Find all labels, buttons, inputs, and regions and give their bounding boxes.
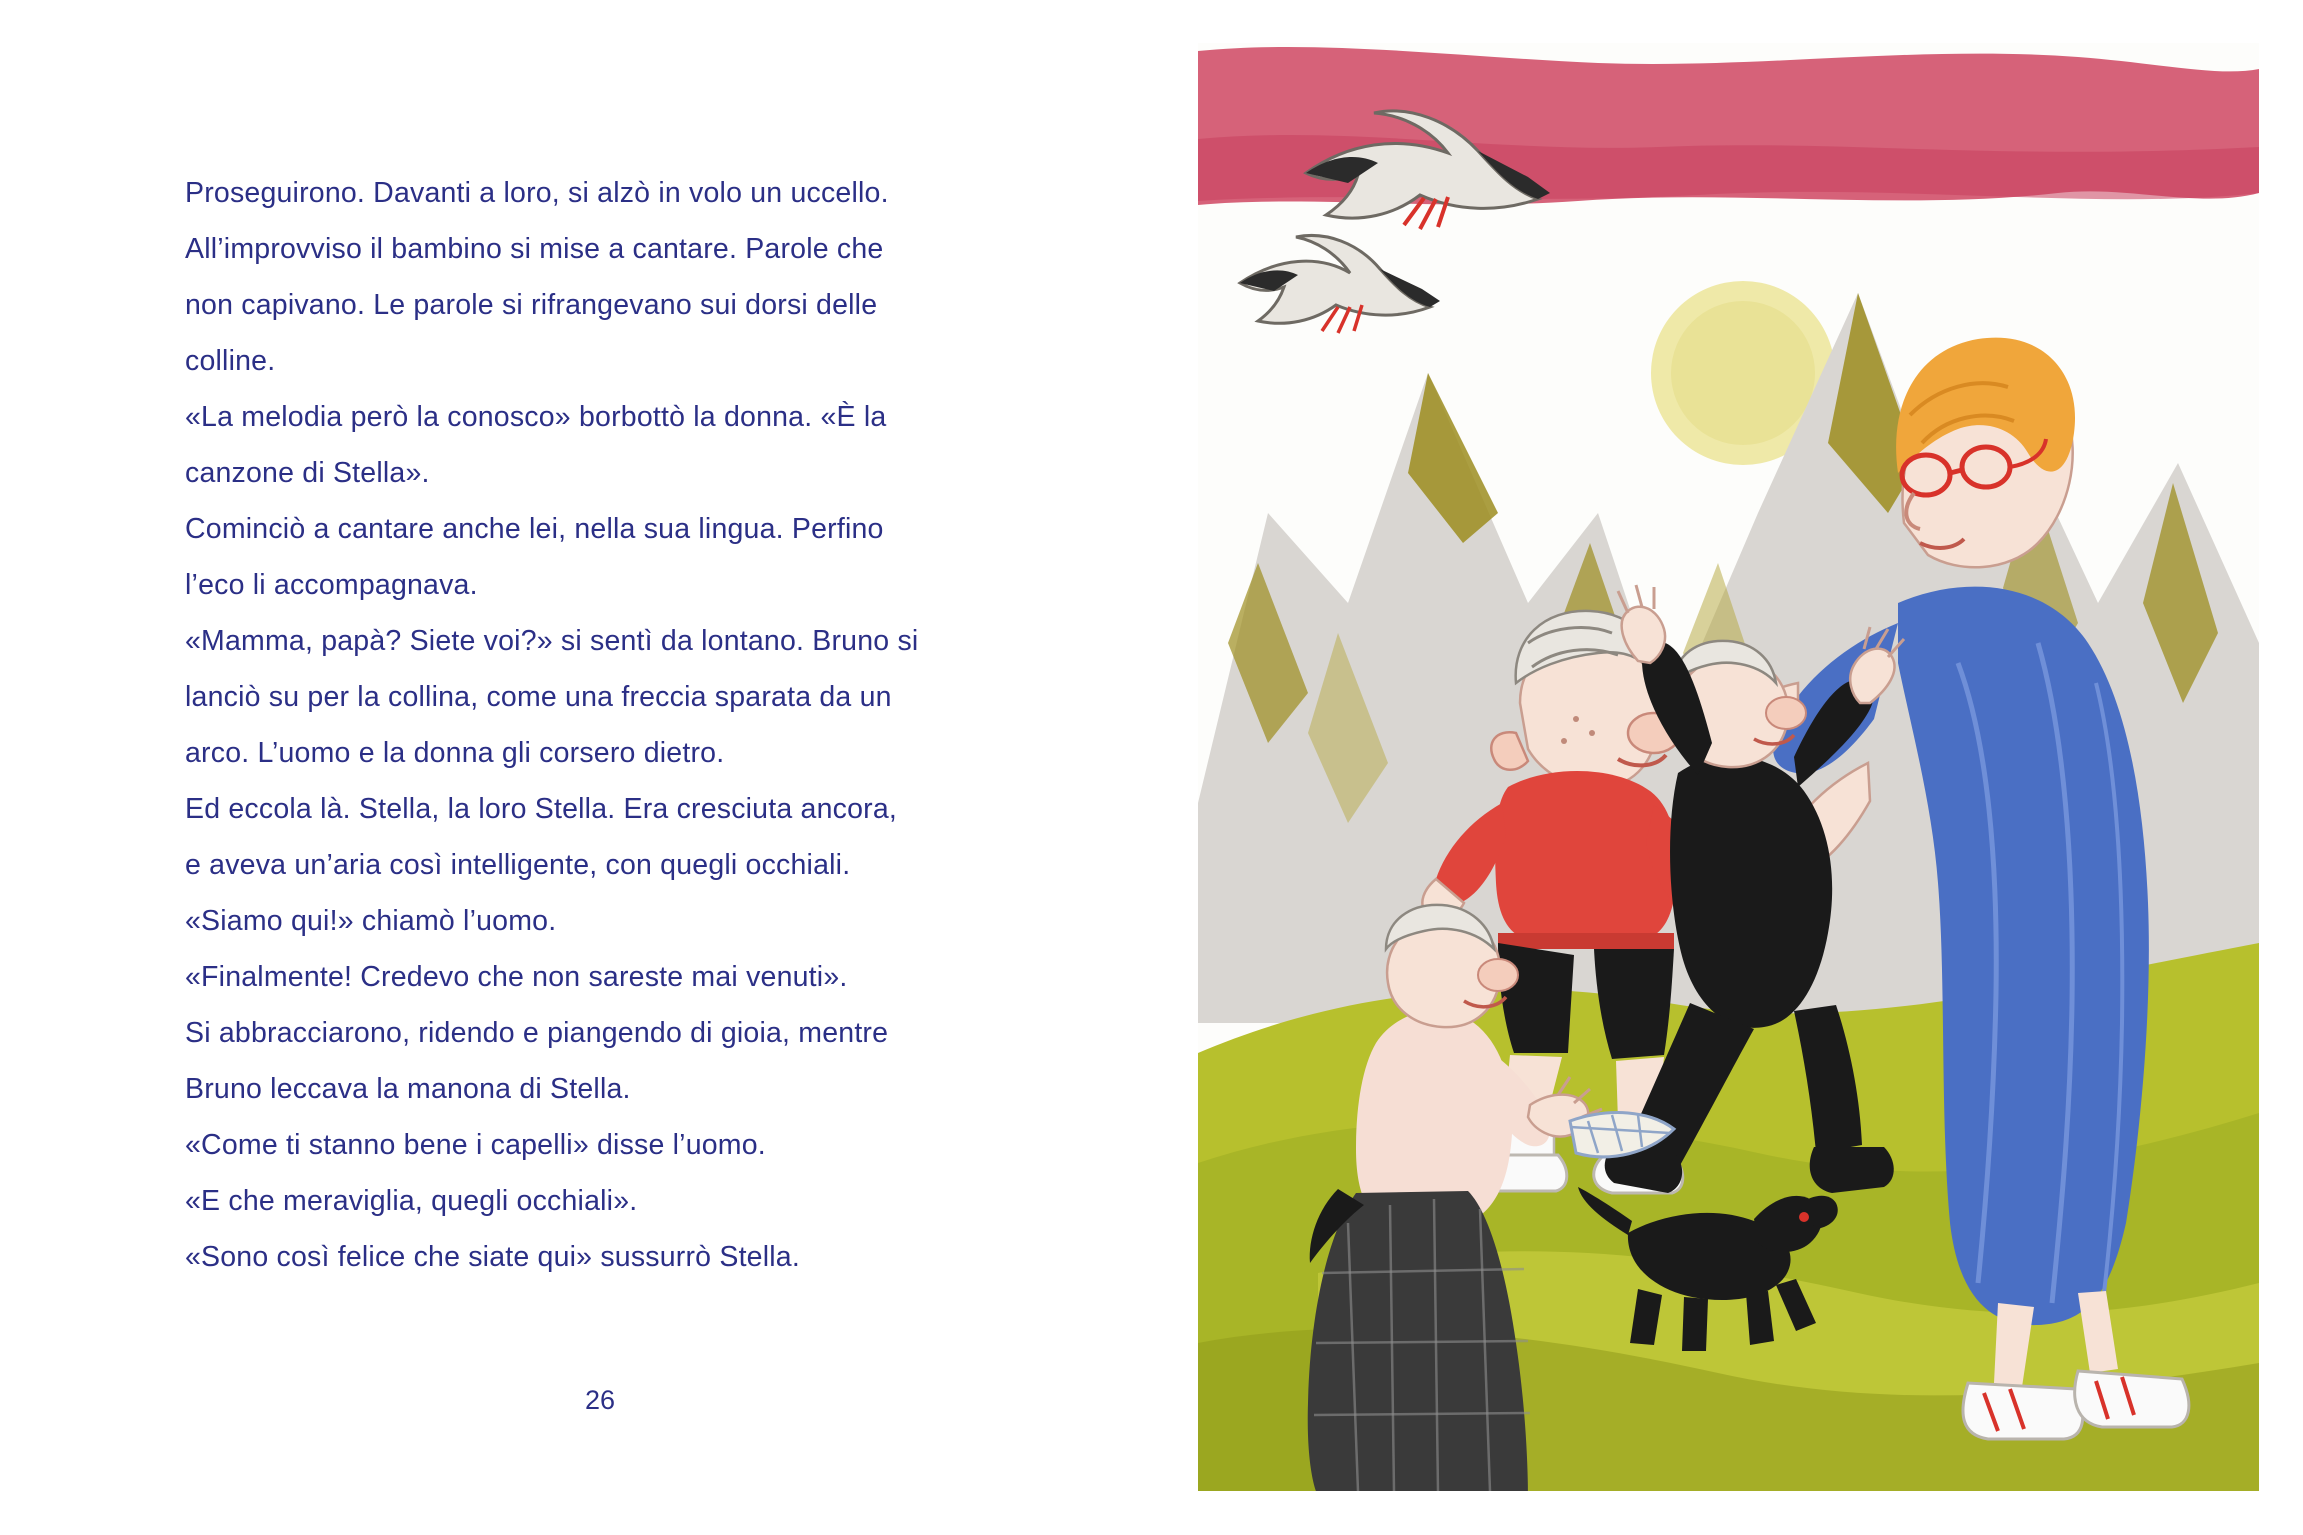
right-page [1151, 0, 2303, 1535]
text-line: Bruno leccava la manona di Stella. [185, 1073, 631, 1105]
text-line: «Mamma, papà? Siete voi?» si sentì da lontano. Bruno si [185, 625, 919, 657]
text-line: canzone di Stella». [185, 457, 430, 489]
text-line: colline. [185, 345, 276, 377]
paragraph-1 [185, 165, 995, 613]
text-line: arco. L’uomo e la donna gli corsero dietro. [185, 737, 725, 769]
text-line: l’eco li accompagnava. [185, 569, 478, 601]
page-number: 26 [584, 1385, 616, 1415]
text-line: Proseguirono. Davanti a loro, si alzò in volo un uccello. [185, 177, 889, 209]
paragraph-2 [185, 613, 995, 1285]
illustration [1198, 43, 2259, 1491]
text-line: «Siamo qui!» chiamò l’uomo. [185, 905, 557, 937]
text-line: Si abbracciarono, ridendo e piangendo di gioia, mentre [185, 1017, 889, 1049]
text-line: Ed eccola là. Stella, la loro Stella. Era cresciuta ancora, [185, 793, 897, 825]
story-text [185, 165, 995, 1285]
text-line: e aveva un’aria così intelligente, con quegli occhiali. [185, 849, 851, 881]
left-page [0, 0, 1151, 1535]
text-line: «La melodia però la conosco» borbottò la donna. «È la [185, 401, 887, 433]
text-line: «Sono così felice che siate qui» sussurrò Stella. [185, 1241, 800, 1273]
text-line: lanciò su per la collina, come una freccia sparata da un [185, 681, 892, 713]
text-line: All’improvviso il bambino si mise a cantare. Parole che [185, 233, 884, 265]
text-line: non capivano. Le parole si rifrangevano sui dorsi delle [185, 289, 878, 321]
text-line: «Come ti stanno bene i capelli» disse l’uomo. [185, 1129, 766, 1161]
text-line: Cominciò a cantare anche lei, nella sua lingua. Perfino [185, 513, 884, 545]
illustration-artwork [1198, 43, 2259, 1491]
text-line: «Finalmente! Credevo che non sareste mai venuti». [185, 961, 848, 993]
text-line: «E che meraviglia, quegli occhiali». [185, 1185, 638, 1217]
